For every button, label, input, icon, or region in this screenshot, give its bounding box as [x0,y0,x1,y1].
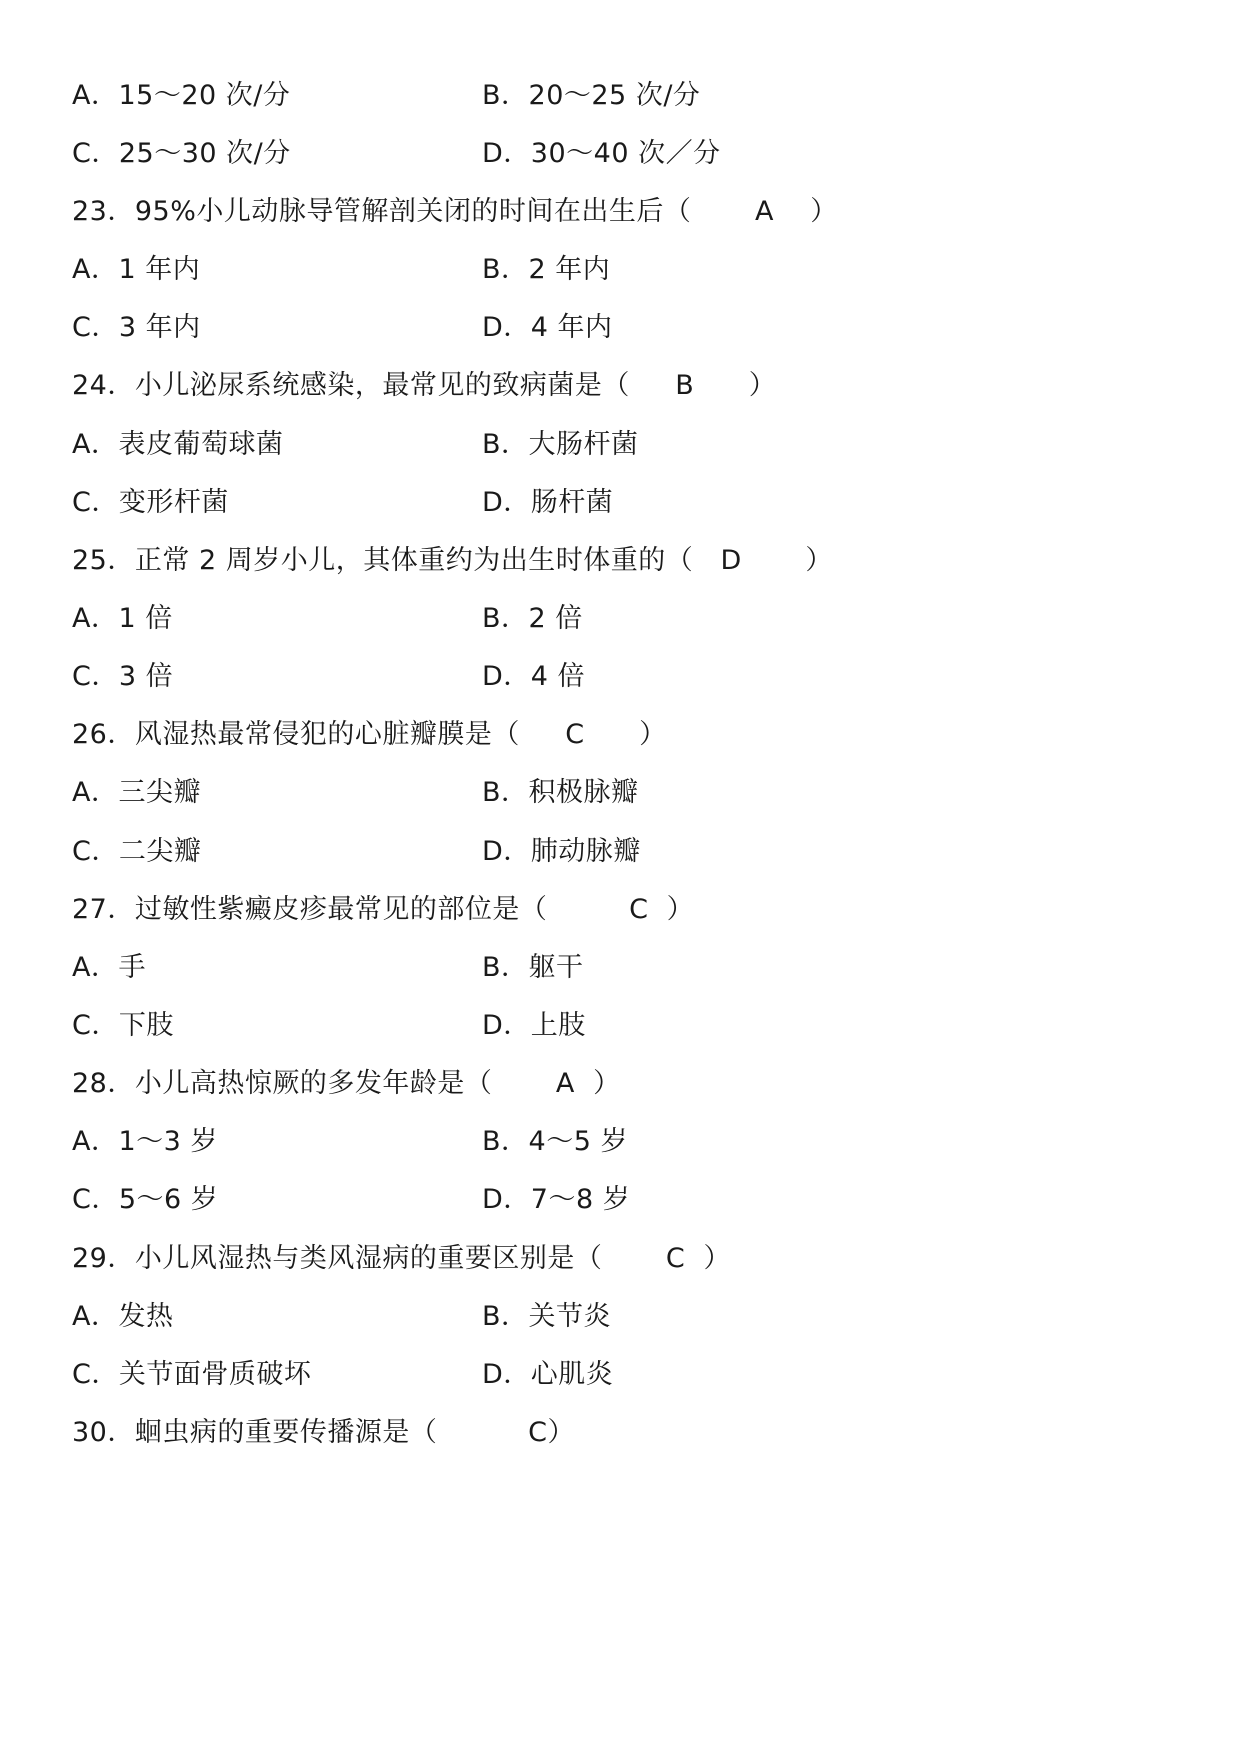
option-a: A．手 [72,952,146,983]
option-a: A．15～20 次/分 [72,80,291,111]
option-d: D．肠杆菌 [482,487,614,518]
option-b: B．2 倍 [482,603,583,634]
option-b: B．躯干 [482,952,584,983]
option-a: A．三尖瓣 [72,777,201,808]
option-d: D．7～8 岁 [482,1184,631,1215]
question-stem: 27．过敏性紫癜皮疹最常见的部位是（ C ） [72,894,695,925]
option-d: D．肺动脉瓣 [482,836,641,867]
option-d: D．30～40 次／分 [482,138,721,169]
option-b: B．4～5 岁 [482,1126,628,1157]
option-c: C．25～30 次/分 [72,138,291,169]
option-c: C．下肢 [72,1010,174,1041]
option-a: A．表皮葡萄球菌 [72,429,284,460]
option-b: B．关节炎 [482,1301,612,1332]
question-stem: 24．小儿泌尿系统感染，最常见的致病菌是（ B ） [72,370,777,401]
option-c: C．二尖瓣 [72,836,202,867]
question-stem: 30．蛔虫病的重要传播源是（ C） [72,1417,576,1448]
option-b: B．大肠杆菌 [482,429,639,460]
option-d: D．心肌炎 [482,1359,614,1390]
option-d: D．4 倍 [482,661,586,692]
option-b: B．积极脉瓣 [482,777,639,808]
option-a: A．1 年内 [72,254,201,285]
option-d: D．4 年内 [482,312,613,343]
option-c: C．5～6 岁 [72,1184,219,1215]
question-stem: 25．正常 2 周岁小儿，其体重约为出生时体重的（ D ） [72,545,833,576]
option-b: B．20～25 次/分 [482,80,701,111]
option-a: A．1 倍 [72,603,173,634]
question-stem: 23．95%小儿动脉导管解剖关闭的时间在出生后（ A ） [72,196,838,227]
option-c: C．3 年内 [72,312,201,343]
question-stem: 26．风湿热最常侵犯的心脏瓣膜是（ C ） [72,719,667,750]
option-a: A．发热 [72,1301,174,1332]
option-c: C．关节面骨质破坏 [72,1359,312,1390]
option-c: C．变形杆菌 [72,487,229,518]
option-a: A．1～3 岁 [72,1126,218,1157]
question-stem: 29．小儿风湿热与类风湿病的重要区别是（ C ） [72,1243,731,1274]
option-d: D．上肢 [482,1010,586,1041]
question-stem: 28．小儿高热惊厥的多发年龄是（ A ） [72,1068,621,1099]
option-c: C．3 倍 [72,661,174,692]
option-b: B．2 年内 [482,254,611,285]
